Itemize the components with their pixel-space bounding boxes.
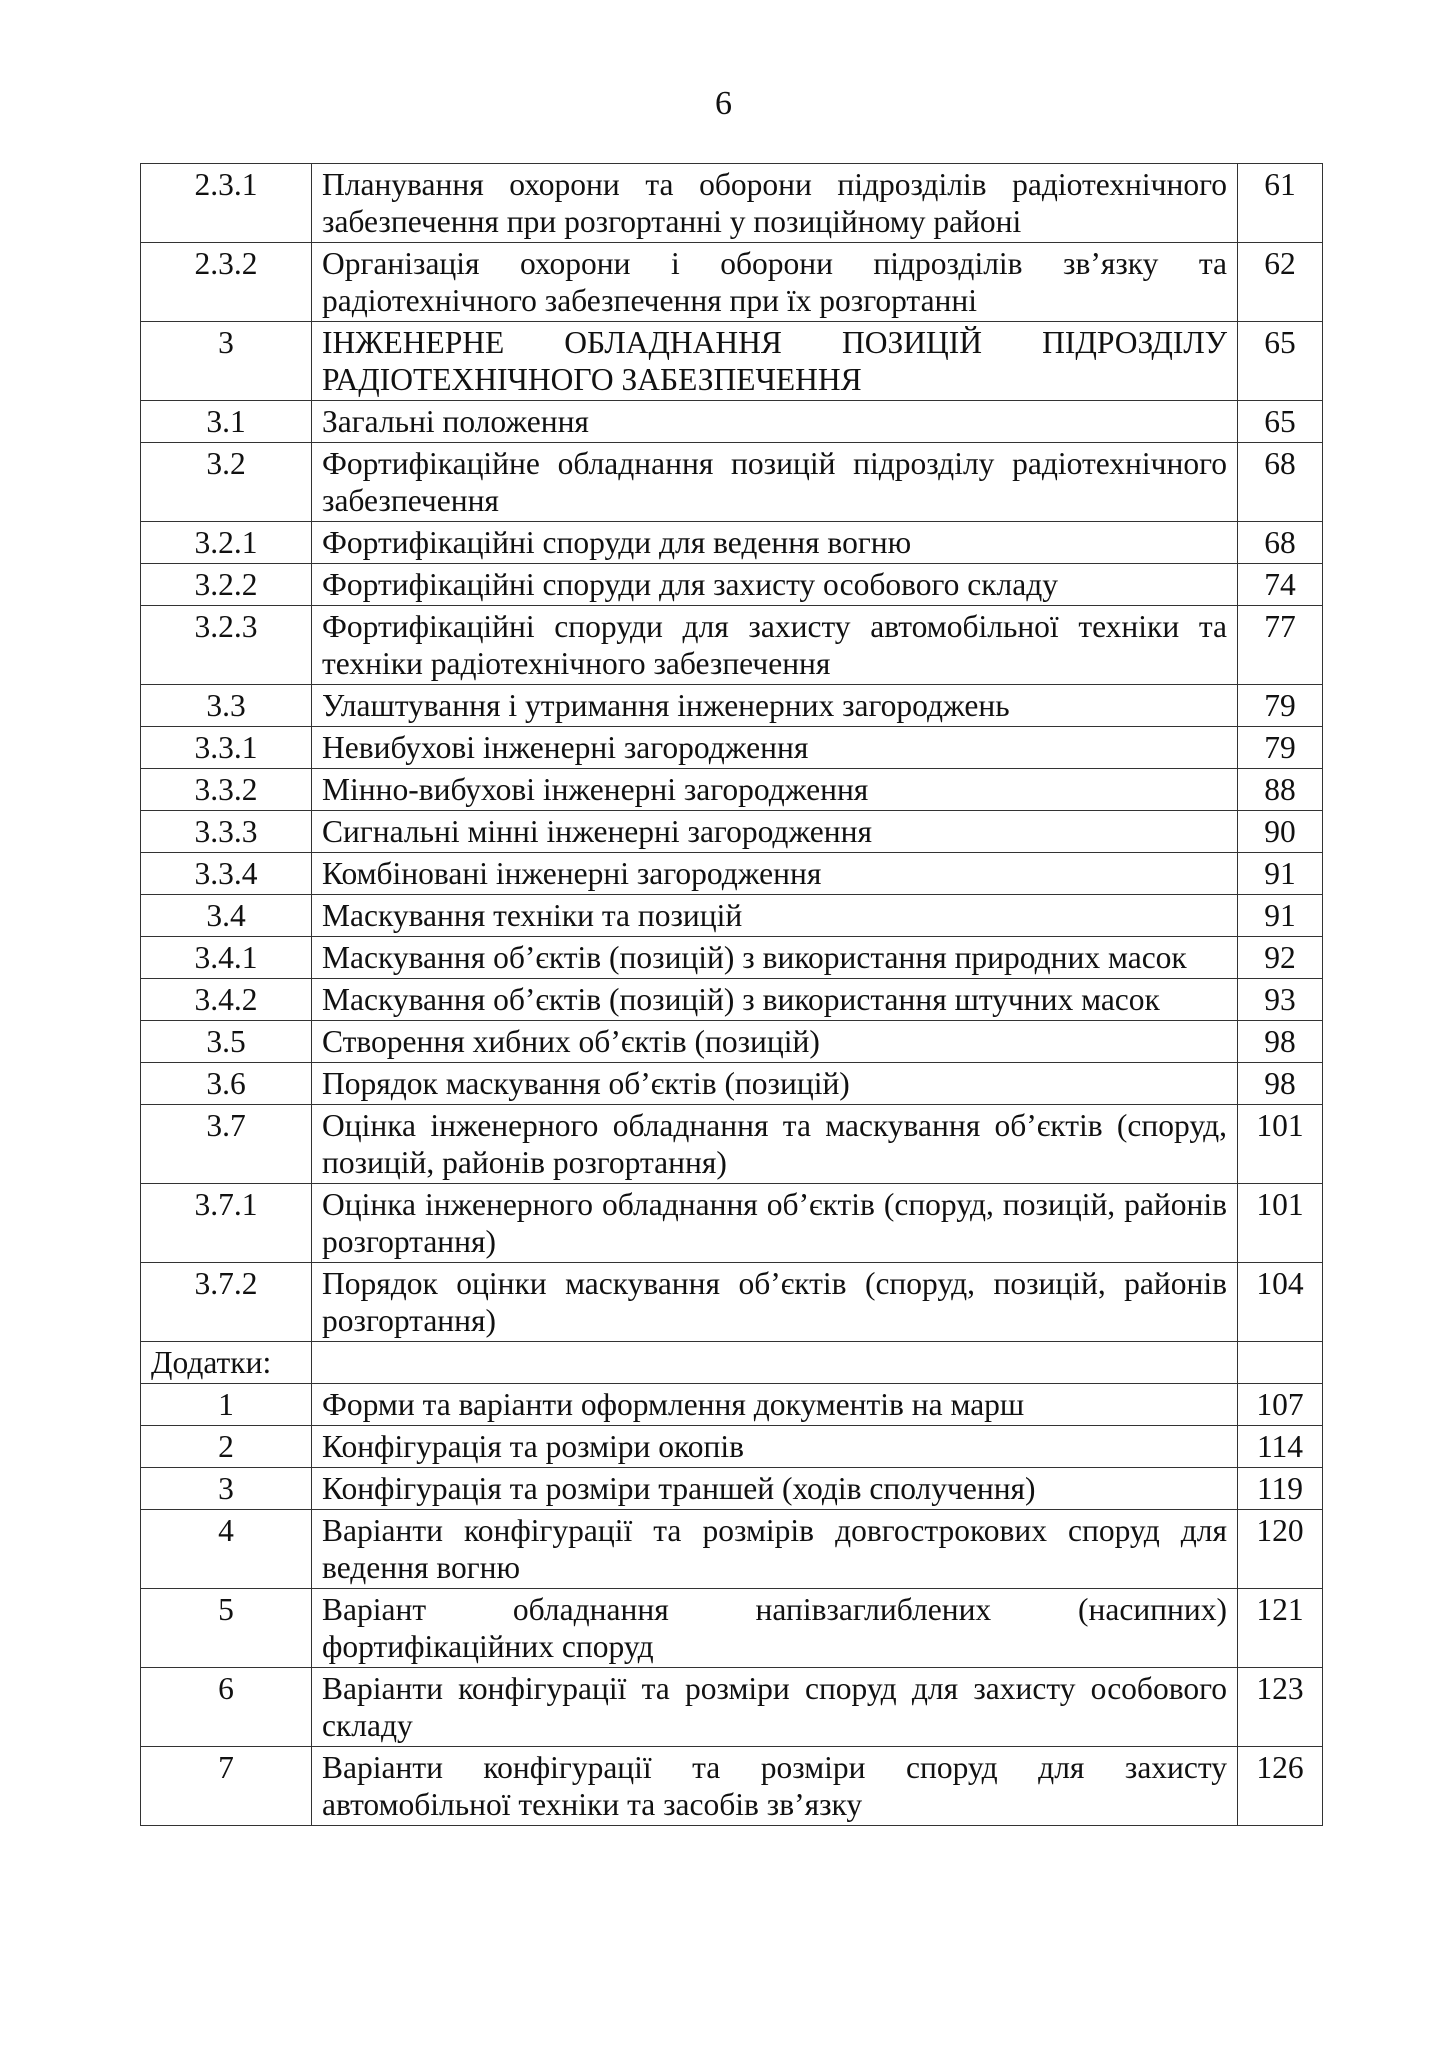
section-title: Варіанти конфігурації та розмірів довгострокових споруд для ведення вогню [312,1510,1238,1589]
table-row [141,564,1323,606]
page-ref: 91 [1238,895,1323,937]
section-title: Організація охорони і оборони підрозділів зв’язку та радіотехнічного забезпечення при їх розгортанні [312,243,1238,322]
page-ref: 90 [1238,811,1323,853]
section-title: Варіанти конфігурації та розміри споруд для захисту автомобільної техніки та засобів зв’язку [312,1747,1238,1826]
page-ref: 68 [1238,522,1323,564]
section-title: Оцінка інженерного обладнання об’єктів (споруд, позицій, районів розгортання) [312,1184,1238,1263]
page-ref: 101 [1238,1105,1323,1184]
page-number: 6 [715,85,732,122]
section-number: 3.7 [141,1105,312,1184]
page-ref: 98 [1238,1063,1323,1105]
table-row [141,727,1323,769]
table-row [141,1668,1323,1747]
table-row [141,811,1323,853]
table-row [141,1384,1323,1426]
section-number: 5 [141,1589,312,1668]
table-row [141,443,1323,522]
section-number: 3.3.1 [141,727,312,769]
section-number: 3.4.2 [141,979,312,1021]
page-ref: 88 [1238,769,1323,811]
table-row [141,1184,1323,1263]
appendix-label: Додатки: [141,1342,312,1384]
table-row [141,322,1323,401]
table-row [141,1510,1323,1589]
page-ref: 101 [1238,1184,1323,1263]
table-row [141,1021,1323,1063]
table-row [141,164,1323,243]
page-ref: 104 [1238,1263,1323,1342]
table-row [141,769,1323,811]
appendix-empty-title [312,1342,1238,1384]
section-number: 3.7.1 [141,1184,312,1263]
section-number: 3 [141,322,312,401]
section-title: Маскування об’єктів (позицій) з використання штучних масок [312,979,1238,1021]
page-ref: 126 [1238,1747,1323,1826]
section-title: Порядок маскування об’єктів (позицій) [312,1063,1238,1105]
page-ref: 107 [1238,1384,1323,1426]
page-ref: 68 [1238,443,1323,522]
section-title: Фортифікаційні споруди для захисту особового складу [312,564,1238,606]
section-number: 3.2.2 [141,564,312,606]
table-row [141,853,1323,895]
section-number: 3.2 [141,443,312,522]
section-title: Маскування техніки та позицій [312,895,1238,937]
section-title: Варіанти конфігурації та розміри споруд для захисту особового складу [312,1668,1238,1747]
section-number: 3.3.4 [141,853,312,895]
section-title: Невибухові інженерні загородження [312,727,1238,769]
table-of-contents [140,163,1323,1826]
section-number: 3.3.2 [141,769,312,811]
section-title: Конфігурація та розміри траншей (ходів сполучення) [312,1468,1238,1510]
section-title: Конфігурація та розміри окопів [312,1426,1238,1468]
section-number: 3.2.3 [141,606,312,685]
page-ref: 74 [1238,564,1323,606]
table-row [141,1263,1323,1342]
appendix-empty-page [1238,1342,1323,1384]
page-ref: 121 [1238,1589,1323,1668]
section-number: 6 [141,1668,312,1747]
page-ref: 77 [1238,606,1323,685]
table-row [141,937,1323,979]
table-row [141,1747,1323,1826]
section-number: 3.7.2 [141,1263,312,1342]
section-number: 2 [141,1426,312,1468]
section-title: Порядок оцінки маскування об’єктів (споруд, позицій, районів розгортання) [312,1263,1238,1342]
section-number: 4 [141,1510,312,1589]
appendix-header-row [141,1342,1323,1384]
table-row [141,1426,1323,1468]
page-ref: 79 [1238,727,1323,769]
page-ref: 79 [1238,685,1323,727]
section-title: Оцінка інженерного обладнання та маскування об’єктів (споруд, позицій, районів розгортання) [312,1105,1238,1184]
table-row [141,1063,1323,1105]
section-title: Фортифікаційні споруди для ведення вогню [312,522,1238,564]
page-ref: 92 [1238,937,1323,979]
table-row [141,1468,1323,1510]
page-ref: 65 [1238,322,1323,401]
section-title: Фортифікаційні споруди для захисту автомобільної техніки та техніки радіотехнічного забезпечення [312,606,1238,685]
table-row [141,243,1323,322]
table-row [141,1105,1323,1184]
page-ref: 61 [1238,164,1323,243]
table-row [141,401,1323,443]
section-title: Форми та варіанти оформлення документів на марш [312,1384,1238,1426]
page-ref: 65 [1238,401,1323,443]
section-number: 3.2.1 [141,522,312,564]
section-number: 2.3.1 [141,164,312,243]
table-row [141,1589,1323,1668]
page-ref: 119 [1238,1468,1323,1510]
section-number: 7 [141,1747,312,1826]
page-ref: 98 [1238,1021,1323,1063]
page-ref: 93 [1238,979,1323,1021]
section-title: Загальні положення [312,401,1238,443]
section-number: 3.5 [141,1021,312,1063]
section-number: 3.3.3 [141,811,312,853]
table-row [141,979,1323,1021]
section-title: Улаштування і утримання інженерних загороджень [312,685,1238,727]
page-ref: 91 [1238,853,1323,895]
section-number: 3 [141,1468,312,1510]
section-title: Фортифікаційне обладнання позицій підрозділу радіотехнічного забезпечення [312,443,1238,522]
section-number: 3.1 [141,401,312,443]
page-ref: 114 [1238,1426,1323,1468]
section-number: 3.4 [141,895,312,937]
table-row [141,606,1323,685]
section-title: Комбіновані інженерні загородження [312,853,1238,895]
toc-body [141,164,1323,1826]
section-title: Створення хибних об’єктів (позицій) [312,1021,1238,1063]
section-title: Планування охорони та оборони підрозділів радіотехнічного забезпечення при розгортанні у позиційному районі [312,164,1238,243]
section-number: 3.6 [141,1063,312,1105]
page-ref: 120 [1238,1510,1323,1589]
section-number: 3.4.1 [141,937,312,979]
section-title: Маскування об’єктів (позицій) з використання природних масок [312,937,1238,979]
section-number: 3.3 [141,685,312,727]
page-ref: 62 [1238,243,1323,322]
section-title: ІНЖЕНЕРНЕ ОБЛАДНАННЯ ПОЗИЦІЙ ПІДРОЗДІЛУ РАДІОТЕХНІЧНОГО ЗАБЕЗПЕЧЕННЯ [312,322,1238,401]
table-row [141,685,1323,727]
table-row [141,522,1323,564]
section-title: Сигнальні мінні інженерні загородження [312,811,1238,853]
page-ref: 123 [1238,1668,1323,1747]
section-title: Варіант обладнання напівзаглиблених (насипних) фортифікаційних споруд [312,1589,1238,1668]
section-number: 2.3.2 [141,243,312,322]
table-row [141,895,1323,937]
section-number: 1 [141,1384,312,1426]
section-title: Мінно-вибухові інженерні загородження [312,769,1238,811]
